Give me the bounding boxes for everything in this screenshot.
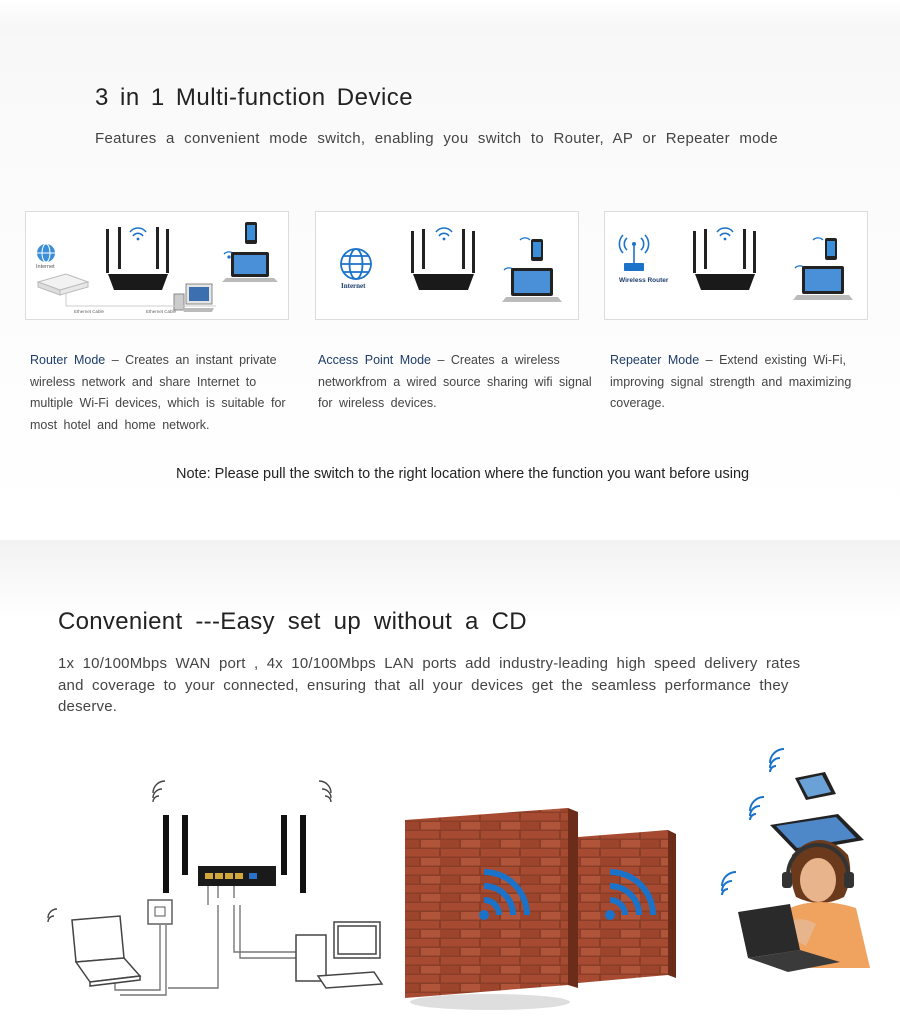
phone-icon <box>245 222 257 244</box>
repeater-mode-diagram <box>604 211 868 320</box>
desktop-computer-icon <box>174 284 214 312</box>
wifi-icon <box>722 749 784 895</box>
section1-subtitle: Features a convenient mode switch, enabling you switch to Router, AP or Repeater mode <box>95 130 779 147</box>
wifi-icon <box>504 238 530 270</box>
mode-name: Repeater Mode <box>610 353 700 367</box>
internet-label: Internet <box>341 282 366 290</box>
laptop-icon <box>502 268 562 302</box>
section2-description: 1x 10/100Mbps WAN port , 4x 10/100Mbps LAN ports add industry-leading high speed delivery rates and coverage to your connected, ensuring that all your devices get the seamless performance they deserve. <box>58 655 801 716</box>
mode-name: Router Mode <box>30 353 106 367</box>
wifi-icon <box>48 781 331 922</box>
repeater-mode-description: Repeater Mode – Extend existing Wi-Fi, improving signal strength and maximizing coverage. <box>610 353 852 411</box>
wifi-icon <box>795 238 823 268</box>
phone-icon <box>531 239 543 261</box>
wifi-icon <box>717 228 733 240</box>
section2-title: Convenient ---Easy set up without a CD <box>58 608 527 635</box>
brick-wall-image <box>405 808 676 1010</box>
laptop-icon <box>793 266 853 300</box>
globe-icon <box>341 249 371 279</box>
access-point-mode-diagram <box>315 211 579 320</box>
wifi-icon <box>130 228 146 240</box>
router-icon <box>106 227 169 290</box>
person-with-laptop-image <box>738 840 870 972</box>
router-mode-description: Router Mode – Creates an instant private wireless network and share Internet to multiple Wi-Fi devices, which is suitable for most hotel and home network. <box>30 353 286 432</box>
smartphone-icon <box>795 772 836 800</box>
phone-icon <box>825 238 837 260</box>
desktop-computer-icon <box>296 922 382 988</box>
setup-illustration <box>0 740 900 1018</box>
globe-icon <box>37 244 55 262</box>
access-point-mode-description: Access Point Mode – Creates a wireless networkfrom a wired source sharing wifi signal for wireless devices. <box>318 353 592 411</box>
wall-socket-icon <box>148 900 172 924</box>
internet-label: Internet <box>36 264 55 270</box>
router-mode-diagram <box>25 211 289 320</box>
laptop-icon <box>72 916 140 986</box>
wireless-router-icon <box>619 235 648 271</box>
cable-label: Ethernet Cable <box>74 309 105 314</box>
modem-icon <box>38 274 88 295</box>
wifi-icon <box>436 228 452 240</box>
wireless-router-label: Wireless Router <box>619 277 669 284</box>
cable-label: Ethernet Cable <box>146 309 177 314</box>
section1-title: 3 in 1 Multi-function Device <box>95 84 414 111</box>
mode-name: Access Point Mode <box>318 353 431 367</box>
usage-note: Note: Please pull the switch to the right location where the function you want before using <box>176 466 750 482</box>
router-icon <box>163 815 306 893</box>
